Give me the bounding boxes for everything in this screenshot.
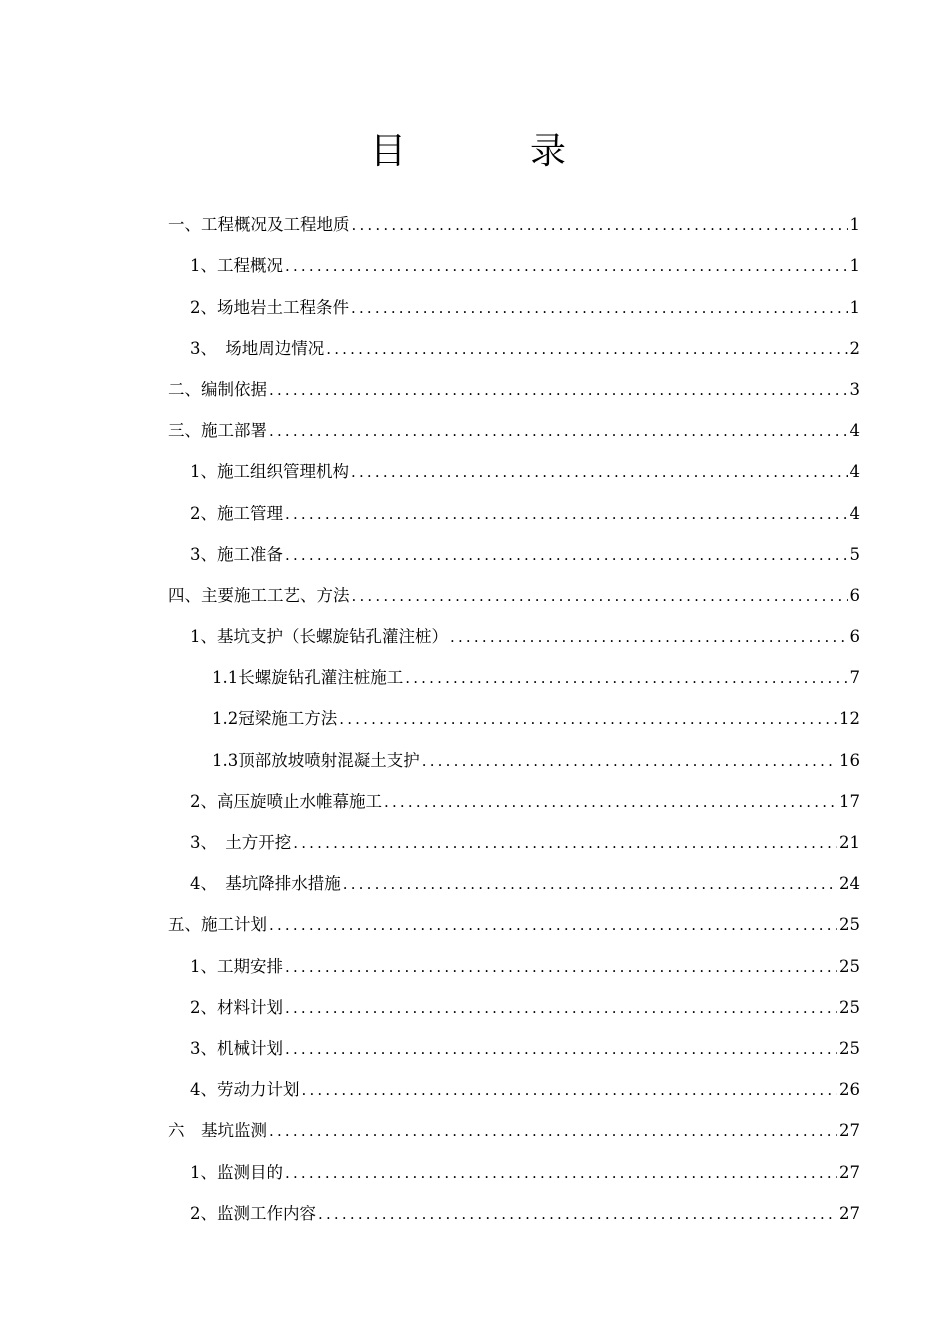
toc-entry-page-number: 26 <box>839 1080 860 1100</box>
toc-entry[interactable] <box>168 318 860 359</box>
toc-entry[interactable] <box>168 276 860 317</box>
toc-entry[interactable] <box>168 729 860 770</box>
toc-entry-label: 3、 土方开挖 <box>190 833 292 852</box>
toc-entry-page-number: 27 <box>839 1121 860 1141</box>
toc-entry[interactable] <box>168 771 860 812</box>
toc-entry-page-number: 16 <box>839 750 860 770</box>
toc-dot-leader <box>285 1039 837 1059</box>
page-title: 目 录 <box>369 131 610 172</box>
toc-entry[interactable] <box>168 194 860 235</box>
toc-entry[interactable] <box>168 235 860 276</box>
toc-entry-page-number: 7 <box>849 668 860 688</box>
table-of-contents <box>168 194 860 1224</box>
toc-entry-page-number: 1 <box>849 256 860 276</box>
toc-entry-page-number: 27 <box>839 1162 860 1182</box>
toc-entry-label: 1.1长螺旋钻孔灌注桩施工 <box>212 668 404 688</box>
toc-entry[interactable] <box>168 894 860 935</box>
toc-entry[interactable] <box>168 1018 860 1059</box>
toc-entry-label: 2、监测工作内容 <box>190 1203 316 1223</box>
toc-dot-leader <box>351 462 848 482</box>
toc-dot-leader <box>285 998 837 1018</box>
toc-entry-label: 四、主要施工工艺、方法 <box>168 585 350 605</box>
toc-entry-label: 二、编制依据 <box>168 379 267 399</box>
toc-entry-label: 1、基坑支护（长螺旋钻孔灌注桩） <box>190 627 448 647</box>
toc-entry-page-number: 25 <box>839 956 860 976</box>
toc-entry-page-number: 25 <box>839 997 860 1017</box>
toc-entry-label: 2、场地岩土工程条件 <box>190 297 349 317</box>
toc-entry-page-number: 25 <box>839 915 860 935</box>
toc-dot-leader <box>351 298 848 318</box>
toc-dot-leader <box>285 957 837 977</box>
toc-entry-label: 一、工程概况及工程地质 <box>168 215 350 235</box>
toc-entry-label: 3、机械计划 <box>190 1038 283 1058</box>
toc-entry-label: 1、监测目的 <box>190 1162 283 1182</box>
toc-entry[interactable] <box>168 935 860 976</box>
toc-dot-leader <box>352 215 848 235</box>
toc-entry[interactable] <box>168 524 860 565</box>
toc-entry-label: 4、劳动力计划 <box>190 1080 300 1100</box>
toc-dot-leader <box>318 1204 837 1224</box>
toc-dot-leader <box>405 668 847 688</box>
toc-entry-label: 三、施工部署 <box>168 421 267 441</box>
toc-entry-label: 2、材料计划 <box>190 997 283 1017</box>
toc-entry[interactable] <box>168 565 860 606</box>
toc-entry-page-number: 27 <box>839 1203 860 1223</box>
toc-dot-leader <box>269 421 848 441</box>
toc-entry[interactable] <box>168 647 860 688</box>
toc-dot-leader <box>269 380 848 400</box>
toc-dot-leader <box>302 1080 838 1100</box>
toc-entry[interactable] <box>168 606 860 647</box>
toc-entry-page-number: 4 <box>849 462 860 482</box>
toc-dot-leader <box>343 874 837 894</box>
toc-dot-leader <box>450 627 848 647</box>
toc-entry-page-number: 17 <box>839 791 860 811</box>
toc-entry[interactable] <box>168 359 860 400</box>
toc-entry-label: 3、施工准备 <box>190 544 283 564</box>
toc-entry[interactable] <box>168 482 860 523</box>
toc-dot-leader <box>352 586 848 606</box>
toc-entry-page-number: 5 <box>849 544 860 564</box>
toc-entry-label: 1、工程概况 <box>190 256 283 276</box>
toc-entry[interactable] <box>168 1059 860 1100</box>
toc-entry-page-number: 1 <box>849 297 860 317</box>
toc-entry-label: 五、施工计划 <box>168 915 267 935</box>
toc-dot-leader <box>384 792 837 812</box>
toc-dot-leader <box>339 709 837 729</box>
toc-entry-label: 1.2冠梁施工方法 <box>212 709 338 729</box>
toc-entry-label: 六 基坑监测 <box>168 1121 267 1141</box>
toc-entry-page-number: 6 <box>849 585 860 605</box>
toc-entry-page-number: 1 <box>849 215 860 235</box>
toc-entry[interactable] <box>168 400 860 441</box>
toc-entry-label: 1、施工组织管理机构 <box>190 462 349 482</box>
toc-dot-leader <box>285 256 848 276</box>
toc-entry[interactable] <box>168 853 860 894</box>
toc-dot-leader <box>293 833 837 853</box>
toc-dot-leader <box>269 915 837 935</box>
toc-entry-page-number: 3 <box>849 379 860 399</box>
toc-dot-leader <box>285 504 848 524</box>
toc-entry[interactable] <box>168 812 860 853</box>
toc-entry[interactable] <box>168 977 860 1018</box>
toc-entry[interactable] <box>168 441 860 482</box>
toc-entry-label: 4、 基坑降排水措施 <box>190 874 341 894</box>
toc-entry-page-number: 2 <box>849 338 860 358</box>
toc-entry-page-number: 25 <box>839 1038 860 1058</box>
toc-entry-page-number: 4 <box>849 503 860 523</box>
toc-dot-leader <box>326 339 847 359</box>
toc-entry-label: 2、施工管理 <box>190 503 283 523</box>
toc-entry-page-number: 4 <box>849 421 860 441</box>
toc-entry-page-number: 12 <box>839 709 860 729</box>
toc-entry-label: 3、 场地周边情况 <box>190 338 325 358</box>
toc-entry-label: 2、高压旋喷止水帷幕施工 <box>190 791 382 811</box>
toc-entry-page-number: 6 <box>849 627 860 647</box>
toc-entry[interactable] <box>168 1183 860 1224</box>
toc-entry-label: 1、工期安排 <box>190 956 283 976</box>
toc-dot-leader <box>285 545 848 565</box>
toc-entry-page-number: 21 <box>839 833 860 852</box>
toc-entry[interactable] <box>168 688 860 729</box>
toc-entry-label: 1.3顶部放坡喷射混凝土支护 <box>212 750 420 770</box>
toc-entry[interactable] <box>168 1141 860 1182</box>
toc-entry[interactable] <box>168 1100 860 1141</box>
toc-dot-leader <box>285 1163 837 1183</box>
toc-dot-leader <box>269 1121 837 1141</box>
toc-entry-page-number: 24 <box>839 874 860 894</box>
toc-dot-leader <box>422 751 837 771</box>
